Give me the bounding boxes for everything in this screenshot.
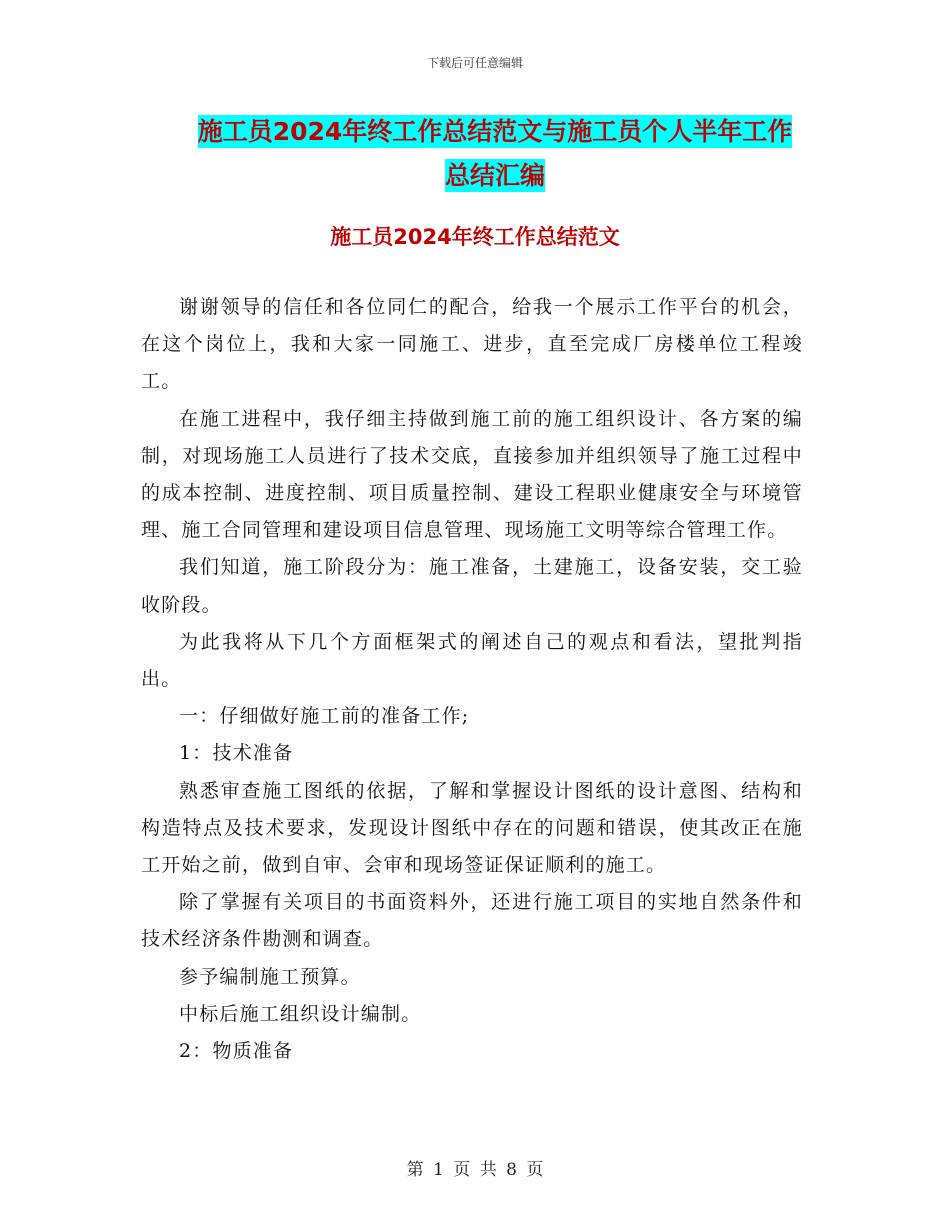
paragraph: 一：仔细做好施工前的准备工作; [179,705,470,728]
header-note: 下载后可任意编辑 [426,56,523,70]
paragraph: 熟悉审查施工图纸的依据，了解和掌握设计图纸的设计意图、结构和构造特点及技术要求，发现设计图纸中存在的问题和错误，使其改正在施工开始之前，做到自审、会审和现场签证保证顺利的施工。 [141,779,803,877]
page-footer: 第 1 页 共 8 页 [406,1160,544,1180]
main-title [140,110,850,198]
paragraph: 参予编制施工预算。 [179,965,361,988]
main-title-line-2: 总结汇编 [444,161,545,190]
paragraph: 1：技术准备 [179,742,294,765]
document-body [141,289,803,1070]
paragraph: 为此我将从下几个方面框架式的阐述自己的观点和看法，望批判指出。 [141,630,803,691]
section-title: 施工员2024年终工作总结范文 [330,225,620,249]
paragraph: 2：物质准备 [179,1040,294,1063]
main-title-line-1: 施工员2024年终工作总结范文与施工员个人半年工作 [197,117,793,146]
paragraph: 除了掌握有关项目的书面资料外，还进行施工项目的实地自然条件和技术经济条件勘测和调查。 [141,891,803,951]
paragraph: 在施工进程中，我仔细主持做到施工前的施工组织设计、各方案的编制，对现场施工人员进行了技术交底，直接参加并组织领导了施工过程中的成本控制、进度控制、项目质量控制、建设工程职业健康安全与环境管理、施工合同管理和建设项目信息管理、现场施工文明等综合管理工作。 [141,407,803,542]
paragraph: 中标后施工组织设计编制。 [179,1002,422,1025]
paragraph: 我们知道，施工阶段分为：施工准备，土建施工，设备安装，交工验收阶段。 [141,556,803,616]
paragraph: 谢谢领导的信任和各位同仁的配合，给我一个展示工作平台的机会，在这个岗位上，我和大家一同施工、进步，直至完成厂房楼单位工程竣工。 [141,296,803,393]
